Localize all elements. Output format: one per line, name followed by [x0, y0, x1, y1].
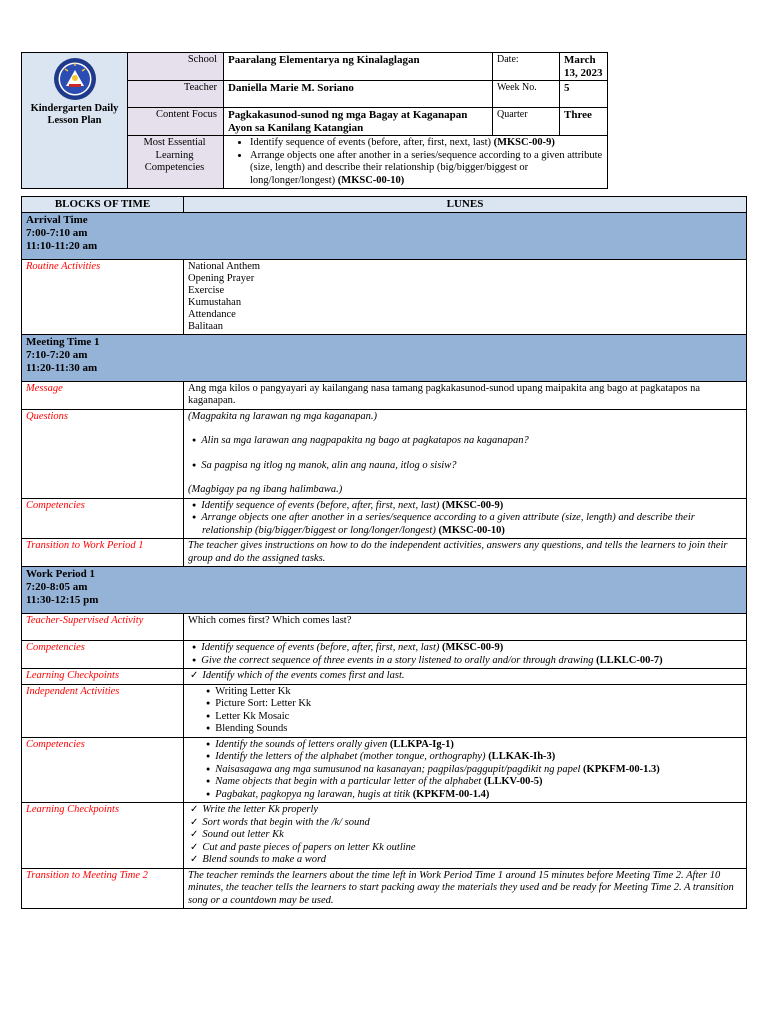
transition-label: Transition to Work Period 1 — [22, 539, 184, 567]
quarter-value: Three — [560, 108, 608, 136]
checkpoint-item: ✓ Sound out letter Kk — [200, 829, 742, 842]
competency-item: ● Identify sequence of events (before, after, first, next, last) (MKSC-00-9) — [202, 500, 742, 513]
competency-item: ● Pagbakat, pagkopya ng larawan, hugis at titik (KPKFM-00-1.4) — [216, 789, 742, 802]
section-time: 11:20-11:30 am — [26, 361, 98, 374]
date-value: March 13, 2023 — [560, 53, 608, 81]
content-focus-value: Pagkakasunod-sunod ng mga Bagay at Kaganapan Ayon sa Kanilang Katangian — [224, 108, 493, 136]
date-label: Date: — [493, 53, 560, 81]
list-item: Exercise — [188, 284, 225, 296]
competency-item: ● Identify the letters of the alphabet (mother tongue, orthography) (LLKAK-Ih-3) — [216, 751, 742, 764]
lesson-blocks-table — [21, 196, 747, 909]
questions-outro: (Magbigay pa ng ibang halimbawa.) — [188, 484, 343, 495]
transition-text: The teacher gives instructions on how to do the independent activities, answers any questions, and tells the learners to join their group and do the assigned tasks. — [184, 539, 747, 567]
checkpoints-label: Learning Checkpoints — [22, 669, 184, 685]
section-work-period-1 — [22, 567, 747, 614]
activity-item: ● Picture Sort: Letter Kk — [216, 698, 742, 711]
section-time: 7:20-8:05 am — [26, 581, 88, 593]
competency-item: ● Give the correct sequence of three events in a story listened to orally and/or through drawing (LLKLC-00-7) — [202, 655, 742, 668]
week-label: Week No. — [493, 81, 560, 108]
checkpoint-item: ✓ Blend sounds to make a word — [200, 854, 742, 867]
melc-item: • Arrange objects one after another in a series/sequence according to a given attribute (size, length) and describe their relationship (big/bigger/biggest or long/longer/longest) (MKSC-00-10) — [250, 150, 603, 188]
tsa-text: Which comes first? Which comes last? — [184, 614, 747, 641]
melc-item: • Identify sequence of events (before, after, first, next, last) (MKSC-00-9) — [250, 137, 603, 150]
teacher-label: Teacher — [128, 81, 224, 108]
section-arrival-time — [22, 212, 747, 259]
checkpoint-item: ✓ Sort words that begin with the /k/ sound — [200, 817, 742, 830]
checkpoint-item: ✓ Write the letter Kk properly — [200, 804, 742, 817]
plan-title-cell — [22, 53, 128, 189]
teacher-value: Daniella Marie M. Soriano — [224, 81, 493, 108]
list-item: Kumustahan — [188, 296, 242, 308]
section-time: 7:10-7:20 am — [26, 348, 88, 361]
message-text: Ang mga kilos o pangyayari ay kailangang nasa tamang pagkakasunod-sunod upang maipakita ang bago at pagkatapos na kaganapan. — [184, 381, 747, 409]
section-title: Work Period 1 — [26, 568, 96, 580]
school-value: Paaralang Elementarya ng Kinalaglagan — [224, 53, 493, 81]
section-time: 11:10-11:20 am — [26, 239, 98, 252]
competency-item: ● Name objects that begin with a particular letter of the alphabet (LLKV-00-5) — [216, 776, 742, 789]
competency-item: ● Identify sequence of events (before, after, first, next, last) (MKSC-00-9) — [202, 642, 742, 655]
checkpoints-cell — [184, 669, 747, 685]
routine-list — [184, 259, 747, 334]
content-focus-label: Content Focus — [128, 108, 224, 136]
competencies-cell — [184, 498, 747, 539]
transition-label: Transition to Meeting Time 2 — [22, 868, 184, 909]
competencies-label: Competencies — [22, 641, 184, 669]
deped-seal-logo — [53, 57, 97, 101]
checkpoint-item: ✓ Identify which of the events comes first and last. — [200, 670, 742, 683]
quarter-label: Quarter — [493, 108, 560, 136]
activity-item: ● Blending Sounds — [216, 723, 742, 736]
competency-item: ● Identify the sounds of letters orally given (LLKPA-Ig-1) — [216, 739, 742, 752]
section-time: 11:30-12:15 pm — [26, 594, 99, 606]
plan-title: Kindergarten Daily Lesson Plan — [30, 103, 119, 126]
question-item: ● Alin sa mga larawan ang nagpapakita ng bago at pagkatapos na kaganapan? — [202, 435, 742, 448]
melc-list-cell — [224, 136, 608, 189]
list-item: Balitaan — [188, 320, 223, 332]
list-item: Attendance — [188, 308, 236, 320]
questions-cell — [184, 409, 747, 498]
competency-item: ● Arrange objects one after another in a series/sequence according to a given attribute (size, length) and describe their relationship (big/bigger/biggest or long/longer/longest) (MKSC-00-10) — [202, 512, 742, 537]
routine-label: Routine Activities — [22, 259, 184, 334]
activity-item: ● Writing Letter Kk — [216, 686, 742, 699]
section-title: Meeting Time 1 — [26, 335, 100, 348]
competencies-label: Competencies — [22, 737, 184, 803]
checkpoint-item: ✓ Cut and paste pieces of papers on letter Kk outline — [200, 842, 742, 855]
independent-cell — [184, 684, 747, 737]
col-header-blocks: BLOCKS OF TIME — [22, 197, 184, 213]
list-item: Opening Prayer — [188, 272, 255, 284]
melc-label: Most Essential Learning Competencies — [128, 136, 224, 189]
competencies-label: Competencies — [22, 498, 184, 539]
week-value: 5 — [560, 81, 608, 108]
lesson-header-table — [21, 52, 608, 189]
list-item: National Anthem — [188, 260, 261, 272]
section-meeting-time-1 — [22, 334, 747, 381]
section-title: Arrival Time — [26, 213, 88, 226]
tsa-label: Teacher-Supervised Activity — [22, 614, 184, 641]
school-label: School — [128, 53, 224, 81]
independent-label: Independent Activities — [22, 684, 184, 737]
questions-intro: (Magpakita ng larawan ng mga kaganapan.) — [188, 410, 377, 422]
questions-label: Questions — [22, 409, 184, 498]
competency-item: ● Naisasagawa ang mga sumusunod na kasanayan; pagpilas/paggupit/pagdikit ng papel (KPKFM-00-1.3) — [216, 764, 742, 777]
message-label: Message — [22, 381, 184, 409]
transition-text: The teacher reminds the learners about the time left in Work Period Time 1 around 15 minutes before Meeting Time 2. After 10 minutes, the teacher tells the learners to start packing away the materials they used and be ready for Meeting Time 2. A transition song or a countdown may be used. — [184, 868, 747, 909]
col-header-lunes: LUNES — [184, 197, 747, 213]
competencies-cell — [184, 641, 747, 669]
question-item: ● Sa pagpisa ng itlog ng manok, alin ang nauna, itlog o sisiw? — [202, 460, 742, 473]
activity-item: ● Letter Kk Mosaic — [216, 711, 742, 724]
checkpoints-label: Learning Checkpoints — [22, 803, 184, 869]
section-time: 7:00-7:10 am — [26, 226, 88, 239]
checkpoints-cell — [184, 803, 747, 869]
competencies-cell — [184, 737, 747, 803]
